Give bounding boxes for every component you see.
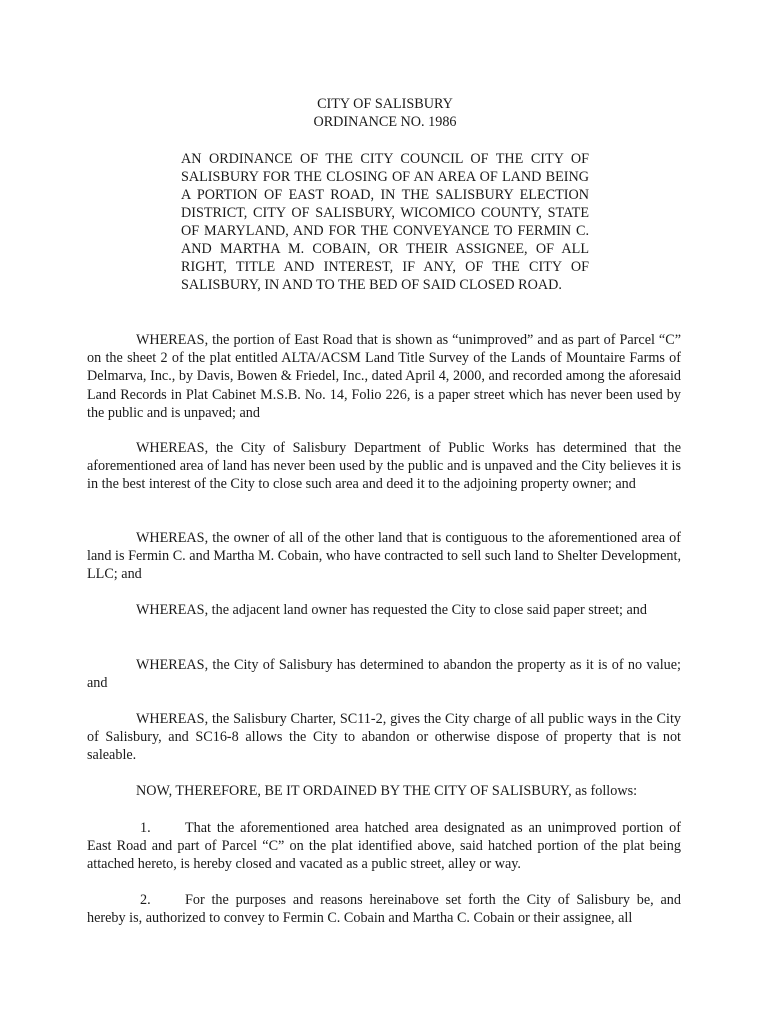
whereas-paragraph: WHEREAS, the adjacent land owner has requested the City to close said paper street; and (136, 602, 647, 618)
section-number: 2. (140, 892, 151, 908)
section-text: For the purposes and reasons hereinabove set forth the City of Salisbury be, and hereby is, authorized to convey to Fermin C. Cobain and Martha C. Cobain or their assignee, all (87, 892, 681, 927)
city-heading: CITY OF SALISBURY (317, 96, 453, 112)
resolve-clause: NOW, THEREFORE, BE IT ORDAINED BY THE CITY OF SALISBURY, as follows: (136, 783, 638, 799)
whereas-paragraph: WHEREAS, the Salisbury Charter, SC11-2, gives the City charge of all public ways in the City of Salisbury, and SC16-8 allows the City to abandon or otherwise dispose of property that is not saleable. (87, 711, 681, 764)
ordinance-title: AN ORDINANCE OF THE CITY COUNCIL OF THE CITY OF SALISBURY FOR THE CLOSING OF AN AREA OF LAND BEING A PORTION OF EAST ROAD, IN THE SALISBURY ELECTION DISTRICT, CITY OF SALISBURY, WICOMICO COUNTY, STATE OF MARYLAND, AND FOR THE CONVEYANCE TO FERMIN C. AND MARTHA M. COBAIN, OR THEIR ASSIGNEE, OF ALL RIGHT, TITLE AND INTEREST, IF ANY, OF THE CITY OF SALISBURY, IN AND TO THE BED OF SAID CLOSED ROAD. (181, 151, 589, 293)
section-number: 1. (140, 820, 151, 836)
section-1 (87, 819, 681, 874)
whereas-paragraph: WHEREAS, the portion of East Road that is shown as “unimproved” and as part of Parcel “C” on the sheet 2 of the plat entitled ALTA/ACSM Land Title Survey of the Lands of Mountaire Farms of Delmarva, Inc., by Davis, Bowen & Friedel, Inc., dated April 4, 2000, and recorded among the aforesaid Land Records in Plat Cabinet M.S.B. No. 14, Folio 226, is a paper street which has never been used by the public and is unpaved; and (87, 332, 681, 421)
section-text: That the aforementioned area hatched area designated as an unimproved portion of East Road and part of Parcel “C” on the plat identified above, said hatched portion of the plat being attached hereto, is hereby closed and vacated as a public street, alley or way. (87, 820, 681, 873)
ordinance-number: ORDINANCE NO. 1986 (313, 114, 457, 130)
section-2 (87, 891, 681, 927)
whereas-paragraph: WHEREAS, the City of Salisbury Department of Public Works has determined that the aforementioned area of land has never been used by the public and is unpaved and the City believes it is in the best interest of the City to close such area and deed it to the adjoining property owner; and (87, 440, 681, 493)
whereas-paragraph: WHEREAS, the owner of all of the other land that is contiguous to the aforementioned area of land is Fermin C. and Martha M. Cobain, who have contracted to sell such land to Shelter Development, LLC; and (87, 530, 681, 583)
whereas-paragraph: WHEREAS, the City of Salisbury has determined to abandon the property as it is of no value; and (87, 657, 681, 692)
